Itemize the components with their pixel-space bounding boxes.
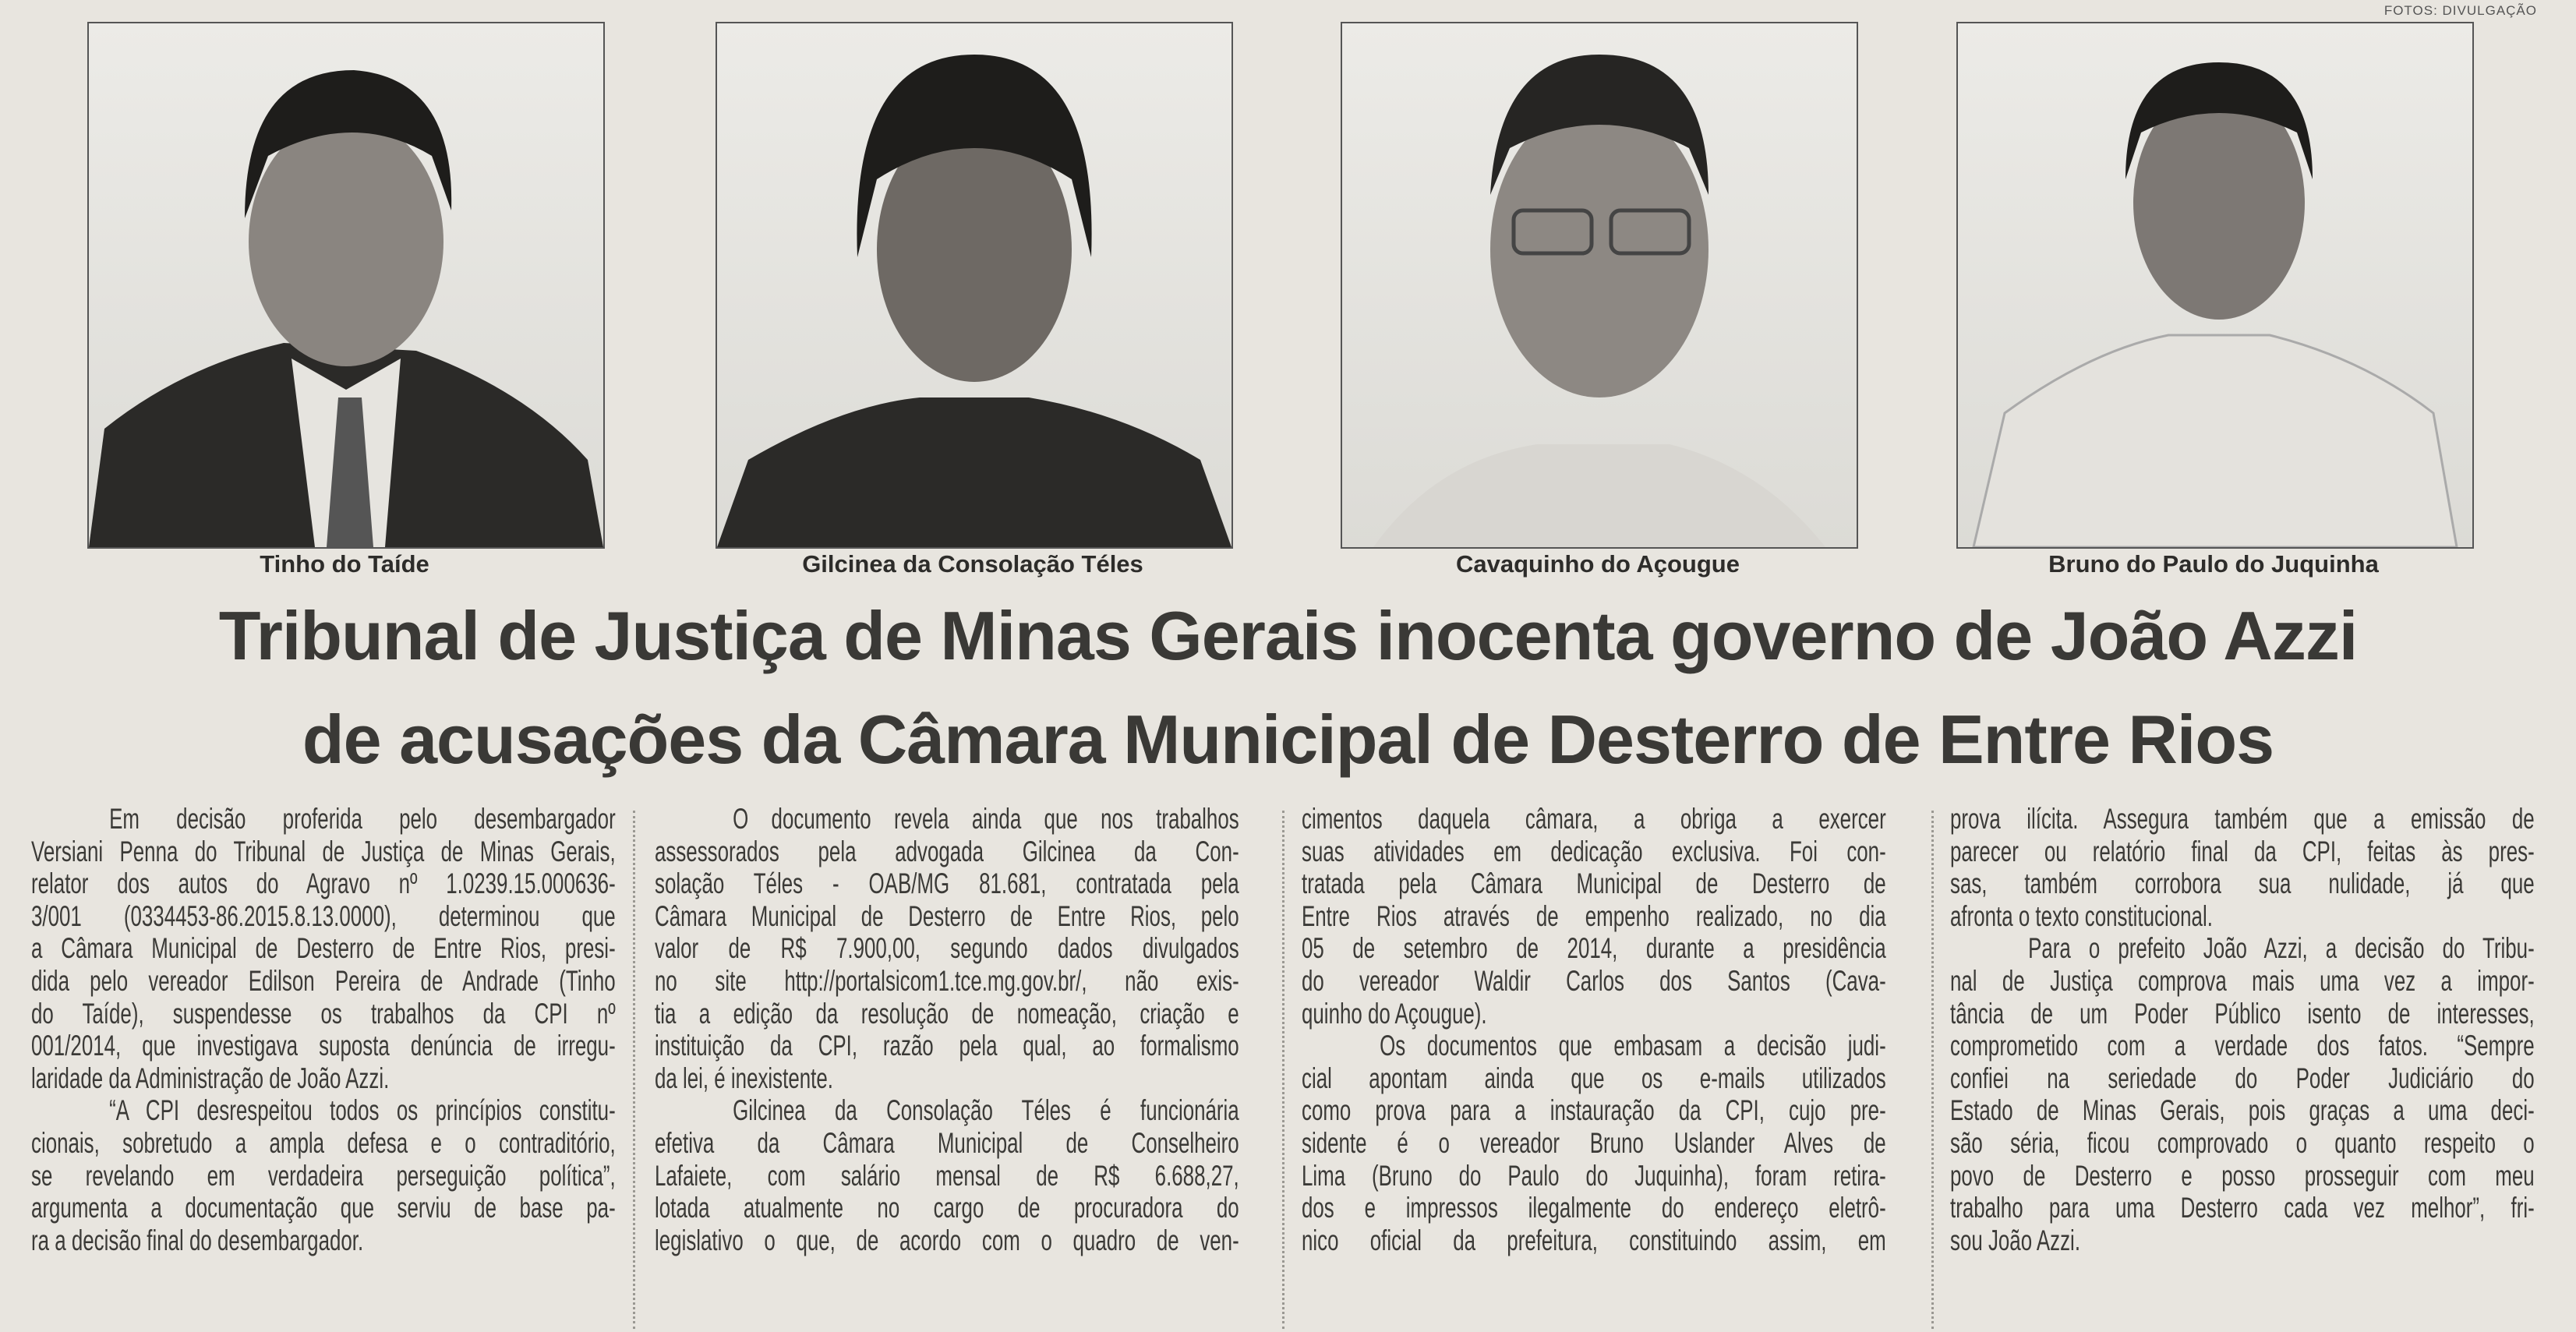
text-line: confiei na seriedade do Poder Judiciário do (1950, 1062, 2535, 1094)
text-line: dos e impressos ilegalmente do endereço eletrô- (1302, 1192, 1886, 1224)
column-divider (1931, 811, 1934, 1329)
text-line: sas, também corrobora sua nulidade, já que (1950, 867, 2535, 900)
portrait-image (1342, 23, 1857, 547)
column-divider (633, 811, 635, 1329)
text-line: do vereador Waldir Carlos dos Santos (Cava- (1302, 964, 1886, 997)
text-line: 05 de setembro de 2014, durante a presidência (1302, 932, 1886, 965)
text-line: tância de um Poder Público isento de interesses, (1950, 997, 2535, 1030)
photo-cavaquinho (1341, 22, 1858, 549)
text-line: legislativo o que, de acordo com o quadro de ven- (655, 1224, 1239, 1256)
text-line: lotada atualmente no cargo de procuradora do (655, 1192, 1239, 1224)
text-line: afronta o texto constitucional. (1950, 899, 2213, 932)
text-line: 3/001 (0334453-86.2015.8.13.0000), determinou que (31, 899, 616, 932)
text-line: são séria, ficou comprovado o quanto respeito o (1950, 1126, 2535, 1159)
photo-caption: Tinho do Taíde (260, 550, 429, 578)
text-line: Lafaiete, com salário mensal de R$ 6.688,27, (655, 1159, 1239, 1192)
text-line: se revelando em verdadeira perseguição política”, (31, 1159, 616, 1192)
text-line: da lei, é inexistente. (655, 1062, 833, 1094)
text-line: argumenta a documentação que serviu de base pa- (31, 1192, 616, 1224)
column-divider (1282, 811, 1284, 1329)
text-line: Versiani Penna do Tribunal de Justiça de Minas Gerais, (31, 835, 616, 867)
photo-tinho-do-taide (87, 22, 605, 549)
text-line: do Taíde), suspendesse os trabalhos da CPI nº (31, 997, 616, 1030)
text-line: Gilcinea da Consolação Téles é funcionária (733, 1094, 1239, 1127)
headline-line-1: Tribunal de Justiça de Minas Gerais inocenta governo de João Azzi (218, 597, 2358, 674)
text-line: solação Téles - OAB/MG 81.681, contratada pela (655, 867, 1239, 900)
portrait-image (1958, 23, 2472, 547)
text-line: trabalho para uma Desterro cada vez melhor”, fri- (1950, 1192, 2535, 1224)
portrait-image (89, 23, 603, 547)
text-line: parecer ou relatório final da CPI, feitas às pres- (1950, 835, 2535, 867)
text-line: Estado de Minas Gerais, pois graças a uma deci- (1950, 1094, 2535, 1127)
text-line: Os documentos que embasam a decisão judi- (1380, 1030, 1886, 1062)
text-line: a Câmara Municipal de Desterro de Entre Rios, presi- (31, 932, 616, 965)
text-line: Para o prefeito João Azzi, a decisão do Tribu- (2028, 932, 2535, 965)
text-line: 001/2014, que investigava suposta denúncia de irregu- (31, 1030, 616, 1062)
text-line: efetiva da Câmara Municipal de Conselheiro (655, 1126, 1239, 1159)
text-line: prova ilícita. Assegura também que a emissão de (1950, 803, 2535, 835)
text-line: dida pelo vereador Edilson Pereira de Andrade (Tinho (31, 964, 616, 997)
text-line: O documento revela ainda que nos trabalhos (733, 803, 1239, 835)
text-line: nico oficial da prefeitura, constituindo assim, em (1302, 1224, 1886, 1256)
text-line: tia a edição da resolução de nomeação, criação e (655, 997, 1239, 1030)
text-line: Câmara Municipal de Desterro de Entre Rios, pelo (655, 899, 1239, 932)
photo-caption: Bruno do Paulo do Juquinha (2048, 550, 2379, 578)
text-line: valor de R$ 7.900,00, segundo dados divulgados (655, 932, 1239, 965)
photo-caption: Gilcinea da Consolação Téles (802, 550, 1143, 578)
text-line: povo de Desterro e posso prosseguir com meu (1950, 1159, 2535, 1192)
text-line: Lima (Bruno do Paulo do Juquinha), foram retira- (1302, 1159, 1886, 1192)
text-line: instituição da CPI, razão pela qual, ao formalismo (655, 1030, 1239, 1062)
text-line: como prova para a instauração da CPI, cujo pre- (1302, 1094, 1886, 1127)
text-line: sidente é o vereador Bruno Uslander Alves de (1302, 1126, 1886, 1159)
text-line: nal de Justiça comprova mais uma vez a impor- (1950, 964, 2535, 997)
photo-caption: Cavaquinho do Açougue (1456, 550, 1740, 578)
text-line: Entre Rios através de empenho realizado, no dia (1302, 899, 1886, 932)
text-line: relator dos autos do Agravo nº 1.0239.15.000636- (31, 867, 616, 900)
portrait-image (717, 23, 1231, 547)
text-line: comprometido com a verdade dos fatos. “Sempre (1950, 1030, 2535, 1062)
text-line: cial apontam ainda que os e-mails utilizados (1302, 1062, 1886, 1094)
text-line: no site http://portalsicom1.tce.mg.gov.br/, não exis- (655, 964, 1239, 997)
text-line: tratada pela Câmara Municipal de Desterro de (1302, 867, 1886, 900)
text-line: Em decisão proferida pelo desembargador (109, 803, 616, 835)
article-column-4 (1950, 803, 2535, 1256)
text-line: laridade da Administração de João Azzi. (31, 1062, 390, 1094)
article-column-3 (1302, 803, 1886, 1256)
text-line: “A CPI desrespeitou todos os princípios constitu- (109, 1094, 616, 1127)
text-line: ra a decisão final do desembargador. (31, 1224, 364, 1256)
article-column-1 (31, 803, 616, 1256)
text-line: cionais, sobretudo a ampla defesa e o contraditório, (31, 1126, 616, 1159)
photo-gilcinea (716, 22, 1233, 549)
text-line: suas atividades em dedicação exclusiva. Foi con- (1302, 835, 1886, 867)
photo-bruno (1956, 22, 2474, 549)
headline-line-2: de acusações da Câmara Municipal de Desterro de Entre Rios (302, 701, 2274, 778)
text-line: cimentos daquela câmara, a obriga a exercer (1302, 803, 1886, 835)
text-line: quinho do Açougue). (1302, 997, 1487, 1030)
text-line: assessorados pela advogada Gilcinea da Con- (655, 835, 1239, 867)
photo-credit: FOTOS: DIVULGAÇÃO (2383, 3, 2537, 18)
text-line: sou João Azzi. (1950, 1224, 2081, 1256)
article-column-2 (655, 803, 1239, 1256)
